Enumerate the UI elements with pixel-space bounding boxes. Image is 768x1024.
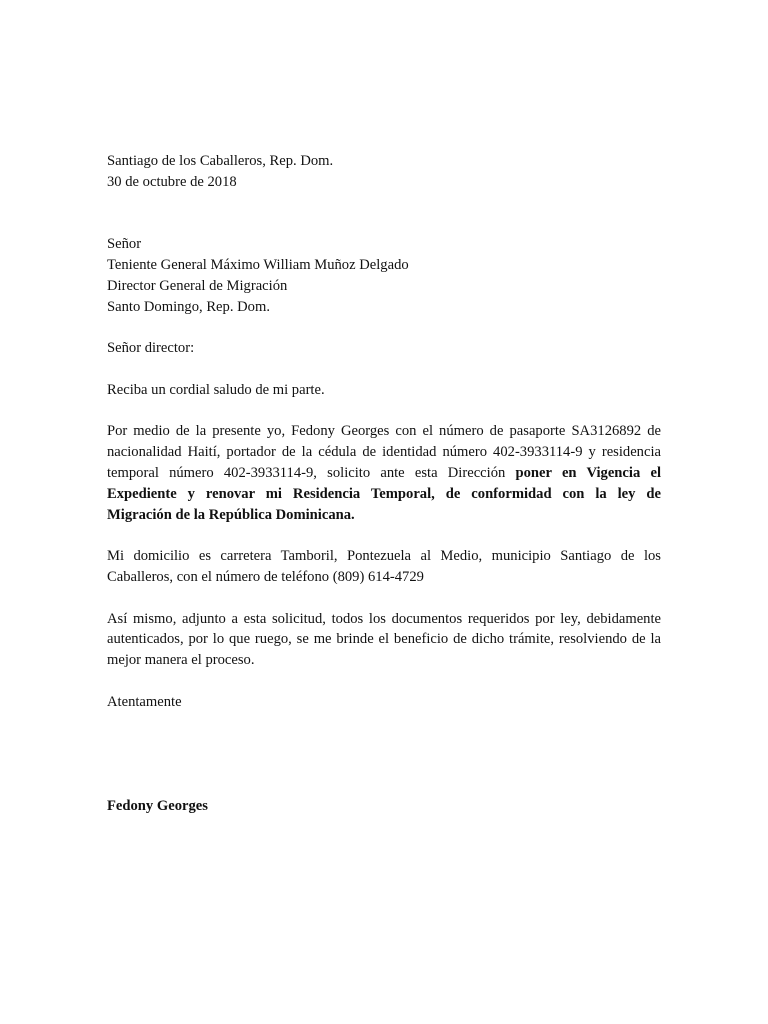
recipient-name: Teniente General Máximo William Muñoz Delgado xyxy=(107,256,409,273)
letter-content xyxy=(107,151,661,816)
paragraph-bold-text: Expediente y renovar mi Residencia Temporal, de conformidad con la ley de xyxy=(107,485,661,502)
paragraph-address xyxy=(107,546,661,588)
paragraph-line: Por medio de la presente yo, Fedony Georges con el número de pasaporte SA3126892 de xyxy=(107,423,661,440)
date-line: 30 de octubre de 2018 xyxy=(107,173,237,190)
paragraph-line: Mi domicilio es carretera Tamboril, Pontezuela al Medio, municipio Santiago de los xyxy=(107,548,661,565)
closing-line: Atentamente xyxy=(107,693,182,710)
paragraph-line: mejor manera el proceso. xyxy=(107,652,255,669)
letter-header xyxy=(107,151,661,193)
paragraph-line: nacionalidad Haití, portador de la cédula de identidad número 402-3933114-9 y residencia xyxy=(107,444,661,461)
paragraph-bold-text: Migración de la República Dominicana. xyxy=(107,506,355,523)
recipient-position: Director General de Migración xyxy=(107,277,288,294)
paragraph-line: autenticados, por lo que ruego, se me brinde el beneficio de dicho trámite, resolviendo de la xyxy=(107,631,661,648)
paragraph-line xyxy=(107,505,661,526)
paragraph-request xyxy=(107,421,661,525)
recipient-location: Santo Domingo, Rep. Dom. xyxy=(107,298,270,315)
paragraph-line xyxy=(107,484,661,505)
paragraph-line: Caballeros, con el número de teléfono (809) 614-4729 xyxy=(107,568,424,585)
recipient-block xyxy=(107,234,661,317)
paragraph-line xyxy=(107,463,661,484)
paragraph-bold-text: poner en Vigencia el xyxy=(515,464,661,481)
place-line: Santiago de los Caballeros, Rep. Dom. xyxy=(107,153,334,169)
greeting: Señor director: xyxy=(107,340,195,357)
opening-line: Reciba un cordial saludo de mi parte. xyxy=(107,381,325,398)
paragraph-text: temporal número 402-3933114-9, solicito ante esta Dirección xyxy=(107,464,516,481)
recipient-title: Señor xyxy=(107,236,142,253)
signature-name: Fedony Georges xyxy=(107,797,208,814)
paragraph-documents xyxy=(107,609,661,671)
paragraph-line: Así mismo, adjunto a esta solicitud, todos los documentos requeridos por ley, debidamente xyxy=(107,610,661,627)
